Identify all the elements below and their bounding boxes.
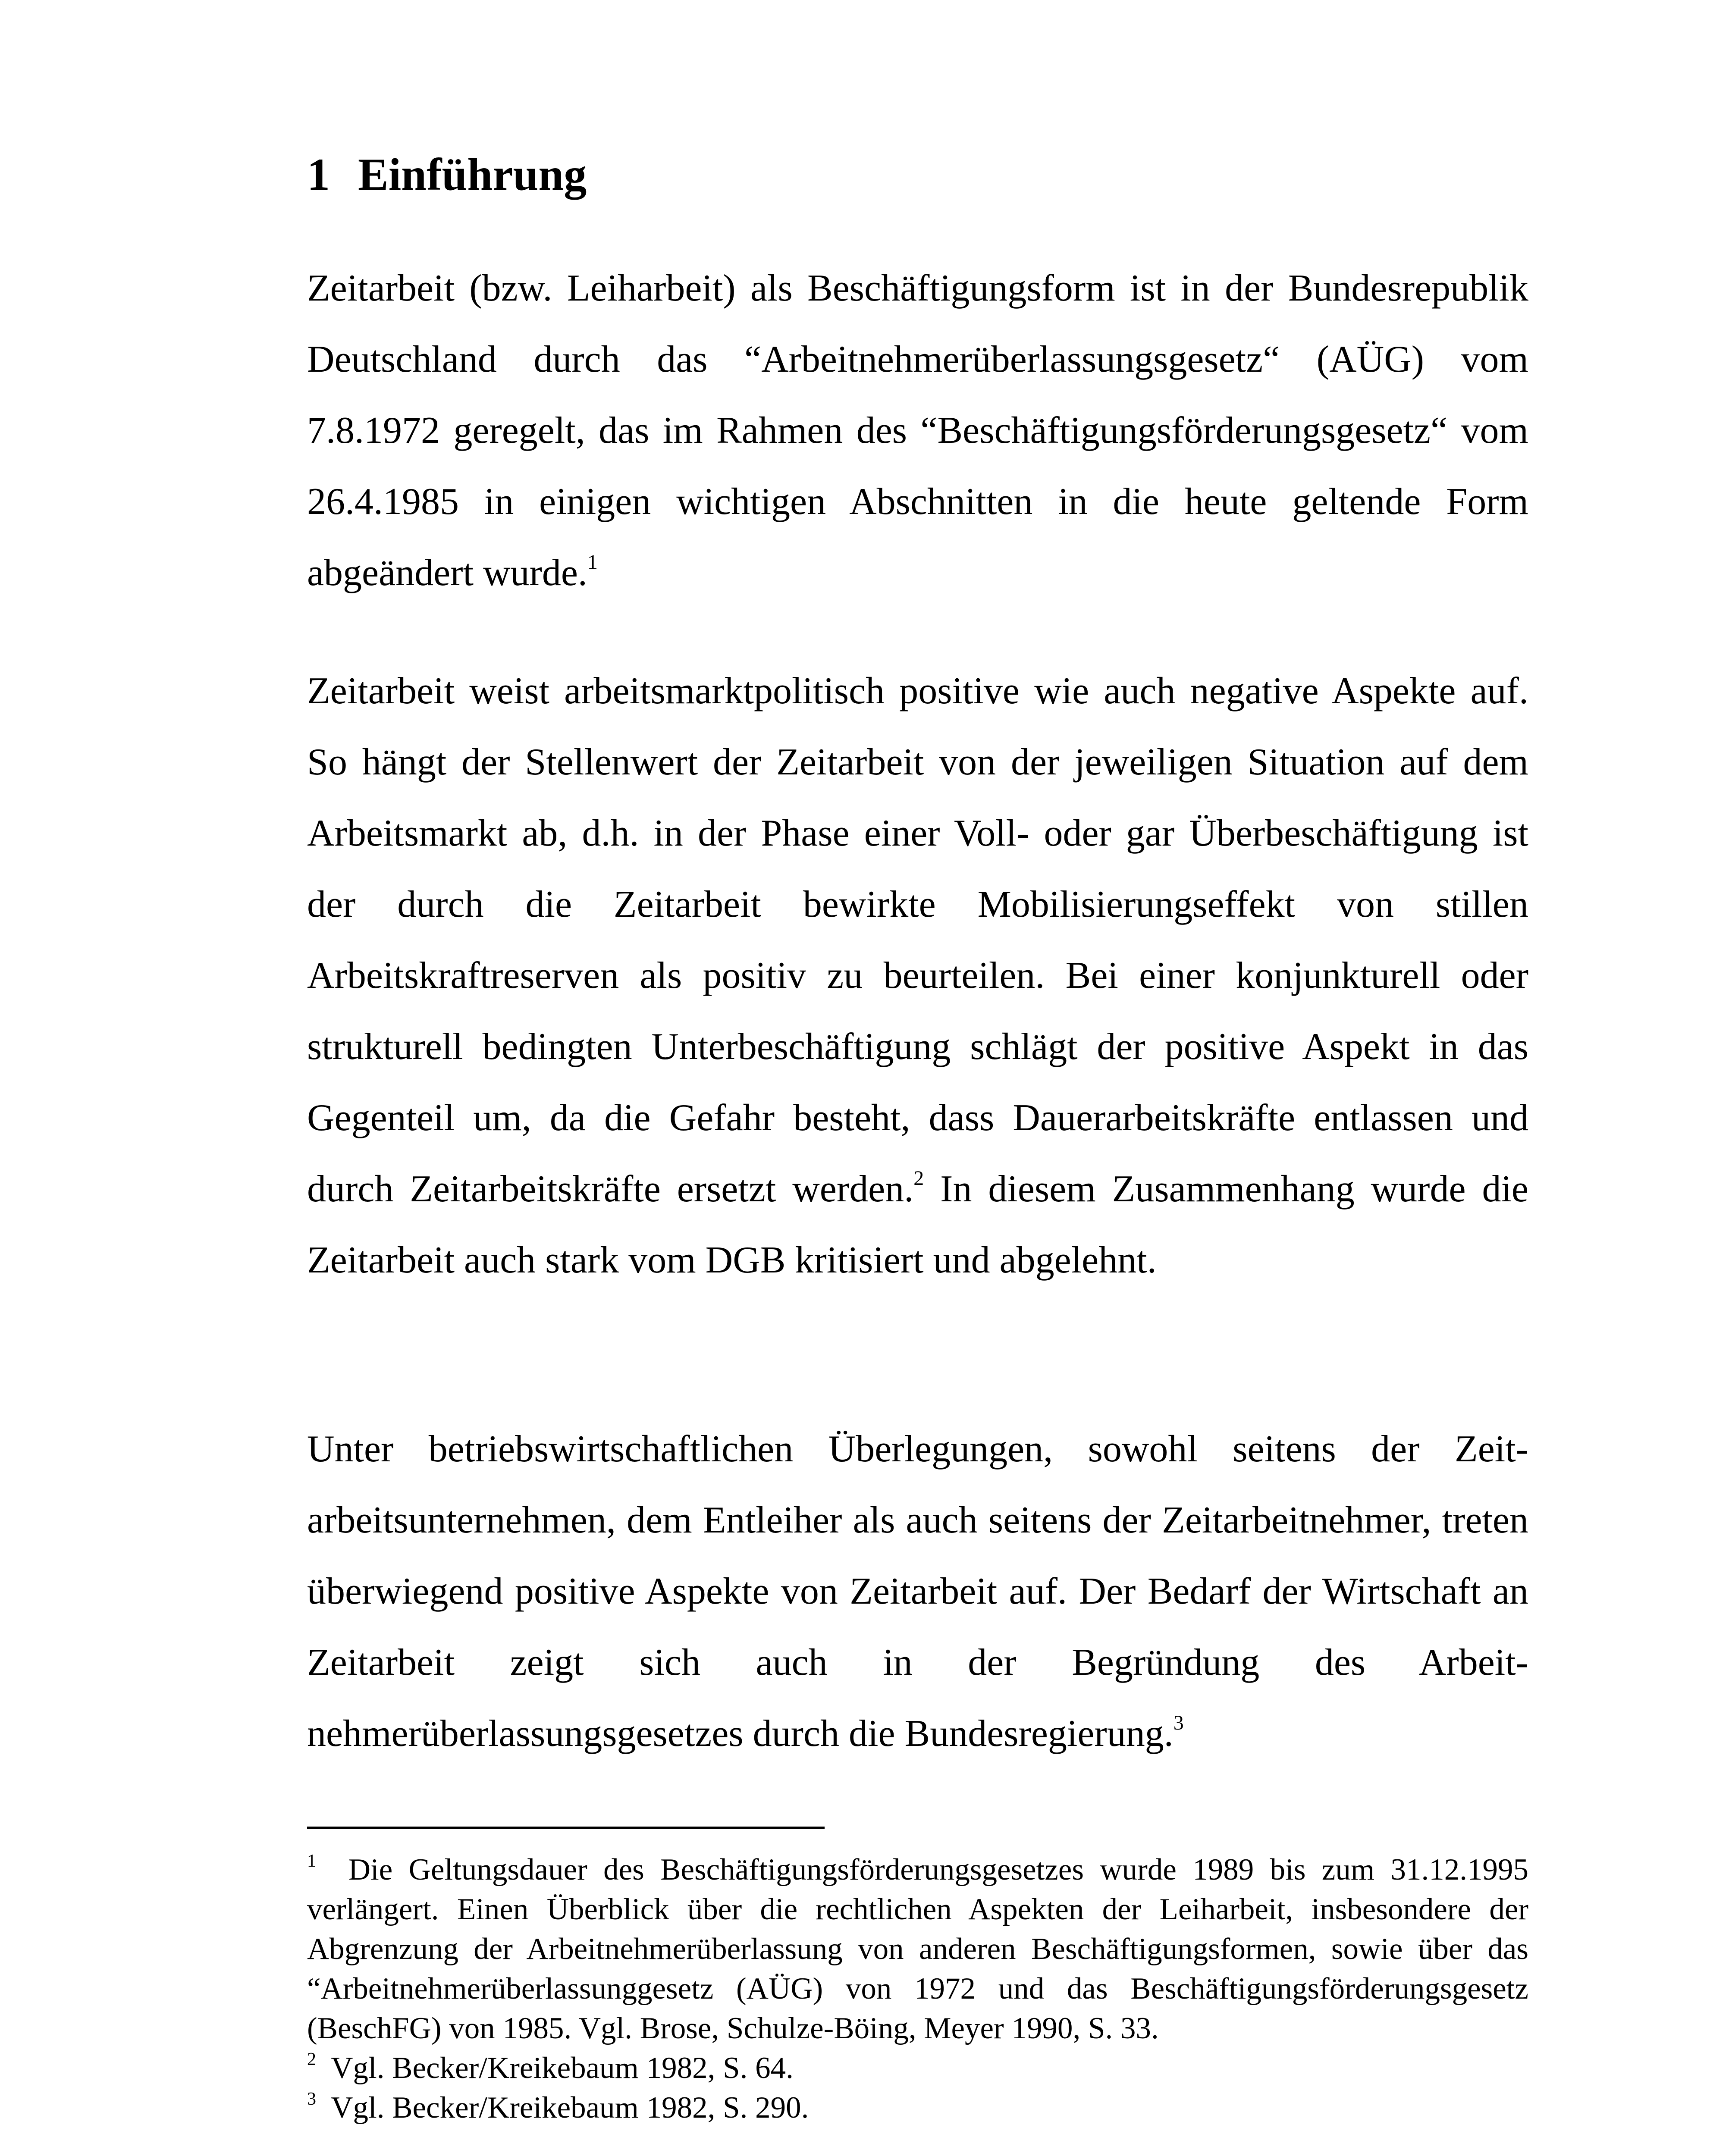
footnote-text: Vgl. Becker/Kreikebaum 1982, S. 64.	[331, 2051, 794, 2085]
footnote	[307, 2088, 1528, 2128]
footnote	[307, 2048, 1528, 2088]
footnote-reference: 1	[587, 551, 598, 573]
paragraph-text: Zeitarbeit weist arbeitsmarktpolitisch positive wie auch negative Aspekte auf. So hängt der Stellenwert der Zeitarbeit von der jeweiligen Situation auf dem Arbeitsmarkt ab, d.h. in der Phase einer Voll- oder gar Überbeschäftigung ist der durch die Zeitarbeit bewirkte Mobilisierungseffekt von stillen Arbeitskraftreserven als positiv zu beurteilen. Bei einer konjunkturell oder strukturell bedingten Unterbeschäftigung schlägt der positive Aspekt in das Gegenteil um, da die Gefahr besteht, dass Dauerarbeitskräfte entlassen und durch Zeitarbeitskräfte ersetzt werden.	[307, 670, 1528, 1210]
paragraph-text: Unter betriebswirtschaftlichen Überlegungen, sowohl seitens der Zeitarbeitsunternehmen, dem Entleiher als auch seitens der Zeitarbeitnehmer, treten überwiegend positive Aspekte von Zeitarbeit auf. Der Bedarf der Wirtschaft an Zeitarbeit zeigt sich auch in der Begründung des Arbeitnehmerüberlassungsgesetzes durch die Bundesregierung.	[307, 1428, 1528, 1755]
footnote-reference: 2	[913, 1167, 924, 1190]
footnote-number: 1	[307, 1851, 316, 1871]
footnote	[307, 1850, 1528, 2048]
footnote-text: Die Geltungsdauer des Beschäftigungsförderungsgesetzes wurde 1989 bis zum 31.12.1995 verlängert. Einen Überblick über die rechtlichen Aspekten der Leiharbeit, insbesondere der Abgrenzung der Arbeitnehmerüberlassung von anderen Beschäftigungsformen, sowie über das “Arbeitnehmerüberlassunggesetz (AÜG) von 1972 und das Beschäftigungsförderungsgesetz (BeschFG) von 1985. Vgl. Brose, Schulze-Böing, Meyer 1990, S. 33.	[307, 1853, 1528, 2045]
chapter-title: Einführung	[358, 149, 587, 200]
chapter-heading	[307, 147, 587, 203]
body-paragraph	[307, 1413, 1528, 1769]
footnote-reference: 3	[1173, 1711, 1184, 1734]
footnote-text: Vgl. Becker/Kreikebaum 1982, S. 290.	[331, 2091, 809, 2125]
body-paragraph	[307, 253, 1528, 608]
chapter-number: 1	[307, 149, 330, 200]
body-paragraph	[307, 655, 1528, 1296]
footnote-number: 3	[307, 2089, 316, 2109]
footnotes	[307, 1850, 1528, 2128]
paragraph-text: Zeitarbeit (bzw. Leiharbeit) als Beschäftigungsform ist in der Bundesrepublik Deutschland durch das “Arbeitnehmerüberlassungsgesetz“ (AÜG) vom 7.8.1972 geregelt, das im Rahmen des “Beschäftigungsförderungsgesetz“ vom 26.4.1985 in einigen wichtigen Abschnitten in die heute geltende Form abgeändert wurde.	[307, 267, 1528, 594]
footnote-number: 2	[307, 2049, 316, 2069]
paragraph-text-continued: In diesem Zusammenhang wurde die Zeitarbeit auch stark vom DGB kritisiert und abgelehnt.	[307, 1168, 1528, 1281]
footnote-separator	[307, 1827, 825, 1829]
